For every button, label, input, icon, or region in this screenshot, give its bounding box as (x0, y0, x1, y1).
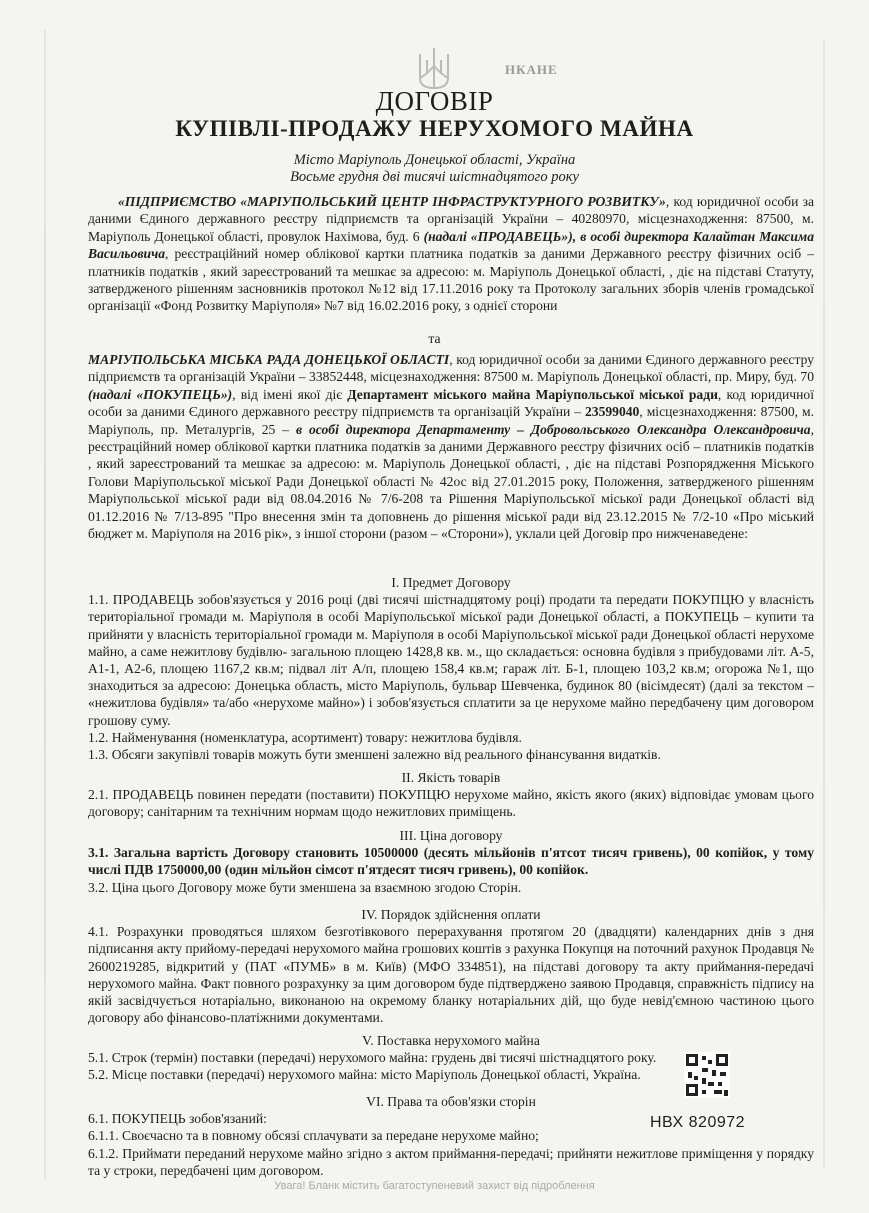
section-paragraph: 6.1.2. Приймати переданий нерухоме майно згідно з актом приймання-передачі; прийняти нежитлове приміщення у порядку та у строки, передбачені цим договором. (88, 1145, 814, 1178)
section-paragraph: 2.1. ПРОДАВЕЦЬ повинен передати (поставити) ПОКУПЦЮ нерухоме майно, якість якого (яких) відповідає умовам цього договору; санітарним та технічним нормам щодо нежитлових приміщень. (88, 787, 814, 820)
buyer-text-1: , код юридичної особи за даними Єдиного державного реєстру підприємств та організацій України – 33852448, місцезнаходження: 87500 м. Маріуполь Донецької області, пр. Миру, буд. 70 (88, 352, 814, 385)
seller-alias: (надалі «ПРОДАВЕЦЬ»), в особі директора Калайтан Максима Васильовича (88, 228, 814, 262)
section-paragraph: 1.1. ПРОДАВЕЦЬ зобов'язується у 2016 році (дві тисячі шістнадцятому році) продати та передати ПОКУПЦЮ у власність територіальної громади м. Маріуполя в особі Маріупольської міської ради Донецької області, а ПОКУПЕЦЬ – купити та прийняти у власність територіальної громади м. Маріуполя в особі Маріупольської міської ради Донецької області нерухоме майно, а саме нежитлову будівлю- загальною площею 1428,8 кв. м., що складається: основна будівля з прибудовами літ. А-5, А1-1, А2-6, площею 1167,2 кв.м; підвал літ А/п, площею 158,4 кв.м; гараж літ. Б-1, площею 103,2 кв.м; огорожа №1, що знаходиться за адресою: Донецька область, місто Маріуполь, бульвар Шевченка, будинок 80 (вісімдесят) (далі за текстом – «нежитлова будівля» та/або «нерухоме майно») і зобов'язується сплатити за це нерухоме майно передбачену цим договором грошову суму. (88, 592, 814, 728)
section-payment (88, 906, 814, 1026)
buyer-director: в особі директора Департаменту – Добровольського Олександра Олександровича (296, 421, 811, 437)
section-rights (88, 1093, 814, 1179)
scan-edge-left (44, 30, 46, 1180)
section-heading: ІІІ. Ціна договору (399, 828, 503, 843)
section-heading: VI. Права та обов'язки сторін (366, 1094, 536, 1109)
section-paragraph: 5.2. Місце поставки (передачі) нерухомого майна: місто Маріуполь Донецької області, Україна. (88, 1067, 641, 1083)
contract-place: Місто Маріуполь Донецької області, Україна (293, 152, 576, 168)
section-paragraph: 1.2. Найменування (номенклатура, асортимент) товару: нежитлова будівля. (88, 729, 522, 745)
seller-text-2: , реєстраційний номер облікової картки платника податків за даними Державного реєстру фізичних осіб – платників податків , який зареєстрований та мешкає за адресою: м. Маріуполь Донецької області, , діє на підставі Статуту, затвердженого рішенням засновників протокол №12 від 17.11.2016 року та Протоколу загальних зборів членів громадської організації «Фонд Розвитку Маріуполя» №7 від 16.02.2016 року, з однієї сторони (88, 246, 814, 314)
buyer-alias: (надалі «ПОКУПЕЦЬ») (88, 386, 233, 402)
buyer-text-2: , від імені якої діє (232, 386, 348, 402)
seller-paragraph (88, 193, 814, 315)
section-heading: V. Поставка нерухомого майна (362, 1033, 540, 1048)
section-subject (88, 574, 814, 763)
buyer-text-4: , місцезнаходження: 87500, м. Маріуполь, пр. Металургів, 25 – (88, 404, 815, 437)
document-subtitle: КУПІВЛІ-ПРОДАЖУ НЕРУХОМОГО МАЙНА (175, 116, 694, 141)
seller-name: «ПІДПРИЄМСТВО «МАРІУПОЛЬСЬКИЙ ЦЕНТР ІНФРАСТРУКТУРНОГО РОЗВИТКУ» (118, 194, 666, 209)
and-separator: та (428, 331, 441, 346)
buyer-department: Департамент міського майна Маріупольської міської ради (347, 386, 718, 402)
section-quality (88, 769, 814, 821)
section-heading: І. Предмет Договору (391, 575, 511, 590)
contract-date: Восьме грудня дві тисячі шістнадцятого року (290, 169, 579, 185)
top-stamp: НКАНЕ (505, 62, 558, 77)
section-paragraph: 4.1. Розрахунки проводяться шляхом безготівкового перерахування протягом 20 (двадцяти) календарних днів з дня підписання акту прийому-передачі нерухомого майна грошових коштів з рахунка Покупця на поточний рахунок Продавця № 2600219285, відкритий у (ПАТ «ПУМБ» в м. Київ) (МФО 334851), на підставі договору та акту приймання-передачі нерухомого майна. Факт повного розрахунку за цим договором буде підтверджено заявою Продавця, справжність підпису на якій засвідчується нотаріально, виконаною на окремому бланку нотаріальних дій, що буде невід'ємною частиною цього договору або фінансово-платіжними документами. (88, 924, 814, 1026)
buyer-text-5: , реєстраційний номер облікової картки платника податків за даними Державного реєстру фізичних осіб – платників податків , який зареєстрований та мешкає за адресою: м. Маріуполь Донецької області, , діє на підставі Розпорядження Міського Голови Маріупольської міської Ради Донецької області № 42ос від 27.01.2015 року, Положення, затвердженого рішенням Маріупольської міської ради від 08.04.2016 № 7/6-208 та Рішення Маріупольської міської ради Донецької області від 01.12.2016 № 7/13-895 "Про внесення змін та доповнень до рішення міської ради від 23.12.2015 № 7/2-10 «Про міський бюджет м. Маріуполя на 2016 рік», з іншої сторони (разом – «Сторони»), уклали цей Договір про нижченаведене: (88, 421, 814, 542)
document-title: ДОГОВІР (375, 86, 494, 116)
buyer-paragraph (88, 351, 814, 542)
section-paragraph: 5.1. Строк (термін) поставки (передачі) нерухомого майна: грудень дві тисячі шістнадцятого року. (88, 1050, 657, 1066)
footer-notice: Увага! Бланк містить багатоступеневий захист від підроблення (274, 1180, 595, 1192)
buyer-dept-code: 23599040 (584, 404, 640, 420)
qr-code-icon (684, 1052, 730, 1098)
section-paragraph: 3.1. Загальна вартість Договору становить 10500000 (десять мільйонів п'ятсот тисяч гривень), 00 копійок, у тому числі ПДВ 1750000,00 (один мільйон сімсот п'ятдесят тисяч гривень), 00 копійок. (88, 845, 814, 878)
section-paragraph: 3.2. Ціна цього Договору може бути зменшена за взаємною згодою Сторін. (88, 879, 522, 895)
buyer-text-3: , код юридичної особи за даними Єдиного державного реєстру підприємств та організацій України – (88, 386, 814, 420)
section-paragraph: 6.1. ПОКУПЕЦЬ зобов'язаний: (88, 1111, 267, 1127)
section-heading: ІІ. Якість товарів (401, 770, 501, 785)
seller-text-1: , код юридичної особи за даними Єдиного державного реєстру підприємств та організацій України – 40280970, місцезнаходження: 87500, м. Маріуполь Донецької області, провулок Нахімова, буд. 6 (88, 194, 814, 244)
scan-edge-right (823, 40, 825, 1170)
section-heading: IV. Порядок здійснення оплати (361, 907, 541, 922)
section-paragraph: 6.1.1. Своєчасно та в повному обсязі сплачувати за передане нерухоме майно; (88, 1128, 539, 1144)
buyer-name: МАРІУПОЛЬСЬКА МІСЬКА РАДА ДОНЕЦЬКОЇ ОБЛАСТІ (88, 352, 450, 367)
section-paragraph: 1.3. Обсяги закупівлі товарів можуть бути зменшені залежно від реального фінансування видатків. (88, 747, 661, 763)
blank-serial-number: НВХ 820972 (650, 1114, 746, 1131)
section-price (88, 827, 814, 896)
